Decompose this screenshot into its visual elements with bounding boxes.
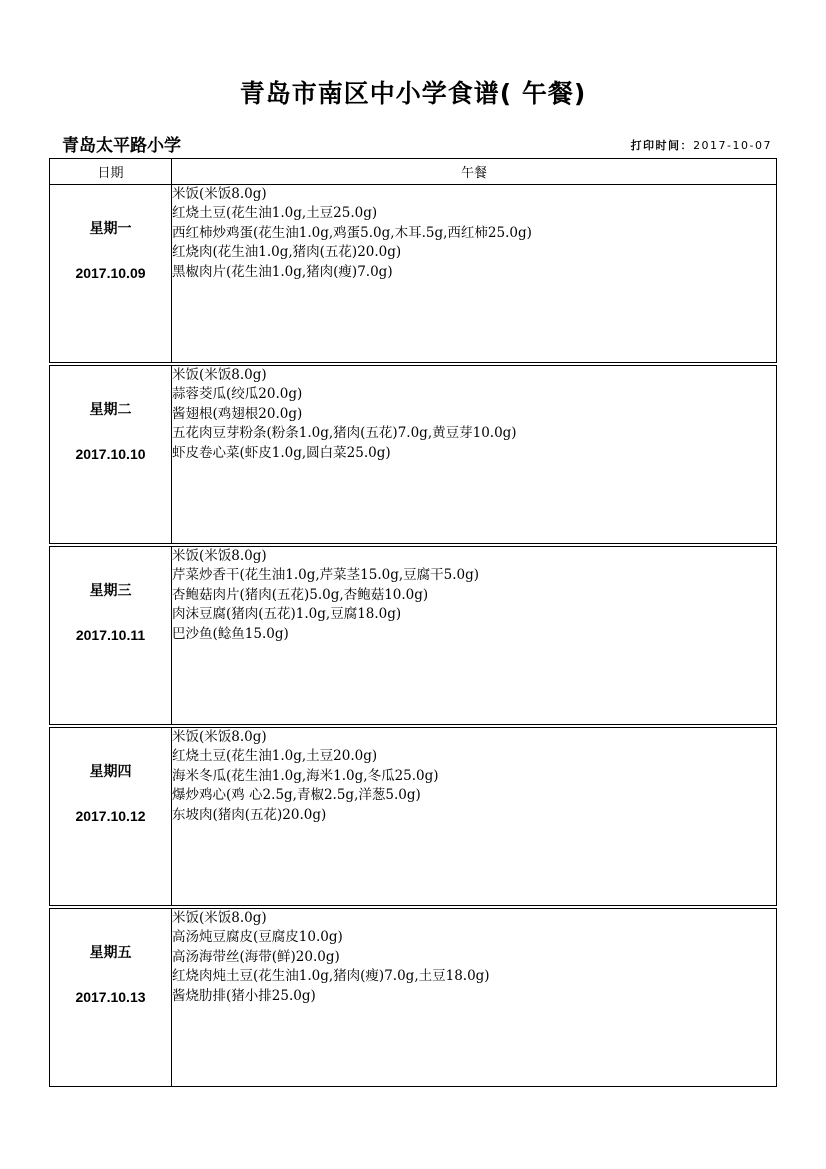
weekday-label: 星期五 [89, 945, 132, 961]
day-row-monday [50, 185, 777, 363]
print-time [631, 137, 772, 153]
date-label: 2017.10.10 [75, 446, 146, 462]
dish-item: 红烧土豆(花生油1.0g,土豆25.0g) [172, 205, 378, 222]
header-date: 日期 [50, 159, 172, 185]
menu-table [49, 158, 777, 1087]
weekday-label: 星期一 [89, 221, 132, 237]
dish-item: 米饭(米饭8.0g) [172, 548, 267, 564]
dish-item: 米饭(米饭8.0g) [172, 186, 267, 202]
table-header-row [50, 159, 777, 185]
day-row-friday [50, 909, 777, 1087]
date-cell [50, 728, 172, 906]
print-time-value: 2017-10-07 [693, 139, 772, 152]
page-title: 青岛市南区中小学食谱( 午餐) [239, 79, 587, 108]
dish-item: 米饭(米饭8.0g) [172, 729, 267, 745]
dish-item: 蒜蓉茭瓜(绞瓜20.0g) [172, 386, 303, 403]
print-time-label: 打印时间： [630, 139, 694, 152]
dish-item: 海米冬瓜(花生油1.0g,海米1.0g,冬瓜25.0g) [172, 767, 439, 784]
meal-cell [172, 547, 777, 725]
dish-item: 爆炒鸡心(鸡 心2.5g,青椒2.5g,洋葱5.0g) [172, 787, 421, 804]
date-cell [50, 185, 172, 363]
dish-item: 五花肉豆芽粉条(粉条1.0g,猪肉(五花)7.0g,黄豆芽10.0g) [172, 425, 517, 442]
date-label: 2017.10.09 [75, 265, 146, 281]
dish-item: 酱翅根(鸡翅根20.0g) [172, 405, 303, 422]
dish-item: 红烧肉炖土豆(花生油1.0g,猪肉(瘦)7.0g,土豆18.0g) [172, 968, 490, 985]
header-meal: 午餐 [172, 159, 777, 185]
dish-item: 黑椒肉片(花生油1.0g,猪肉(瘦)7.0g) [172, 263, 393, 280]
dish-item: 芹菜炒香干(花生油1.0g,芹菜茎15.0g,豆腐干5.0g) [172, 567, 480, 584]
day-row-thursday [50, 728, 777, 906]
day-row-tuesday [50, 366, 777, 544]
dish-item: 西红柿炒鸡蛋(花生油1.0g,鸡蛋5.0g,木耳.5g,西红柿25.0g) [172, 224, 532, 241]
meal-cell [172, 366, 777, 544]
school-name: 青岛太平路小学 [62, 136, 181, 156]
dish-item: 红烧土豆(花生油1.0g,土豆20.0g) [172, 748, 378, 765]
date-label: 2017.10.13 [75, 989, 146, 1005]
dish-item: 红烧肉(花生油1.0g,猪肉(五花)20.0g) [172, 244, 402, 261]
dish-item: 虾皮卷心菜(虾皮1.0g,圆白菜25.0g) [172, 444, 391, 461]
dish-item: 酱烧肋排(猪小排25.0g) [172, 987, 316, 1004]
meal-cell [172, 909, 777, 1087]
weekday-label: 星期四 [89, 764, 132, 780]
dish-item: 东坡肉(猪肉(五花)20.0g) [172, 806, 327, 823]
date-label: 2017.10.12 [75, 808, 146, 824]
dish-item: 肉沫豆腐(猪肉(五花)1.0g,豆腐18.0g) [172, 606, 402, 623]
meal-cell [172, 185, 777, 363]
dish-item: 杏鲍菇肉片(猪肉(五花)5.0g,杏鲍菇10.0g) [172, 586, 429, 603]
date-label: 2017.10.11 [75, 627, 146, 643]
day-row-wednesday [50, 547, 777, 725]
weekday-label: 星期二 [89, 402, 132, 418]
weekday-label: 星期三 [89, 583, 132, 599]
menu-body [50, 185, 777, 1087]
dish-item: 米饭(米饭8.0g) [172, 910, 267, 926]
date-cell [50, 366, 172, 544]
date-cell [50, 547, 172, 725]
dish-item: 米饭(米饭8.0g) [172, 367, 267, 383]
dish-item: 高汤海带丝(海带(鲜)20.0g) [172, 948, 340, 965]
meal-cell [172, 728, 777, 906]
dish-item: 巴沙鱼(鲶鱼15.0g) [172, 625, 289, 642]
date-cell [50, 909, 172, 1087]
dish-item: 高汤炖豆腐皮(豆腐皮10.0g) [172, 929, 343, 946]
